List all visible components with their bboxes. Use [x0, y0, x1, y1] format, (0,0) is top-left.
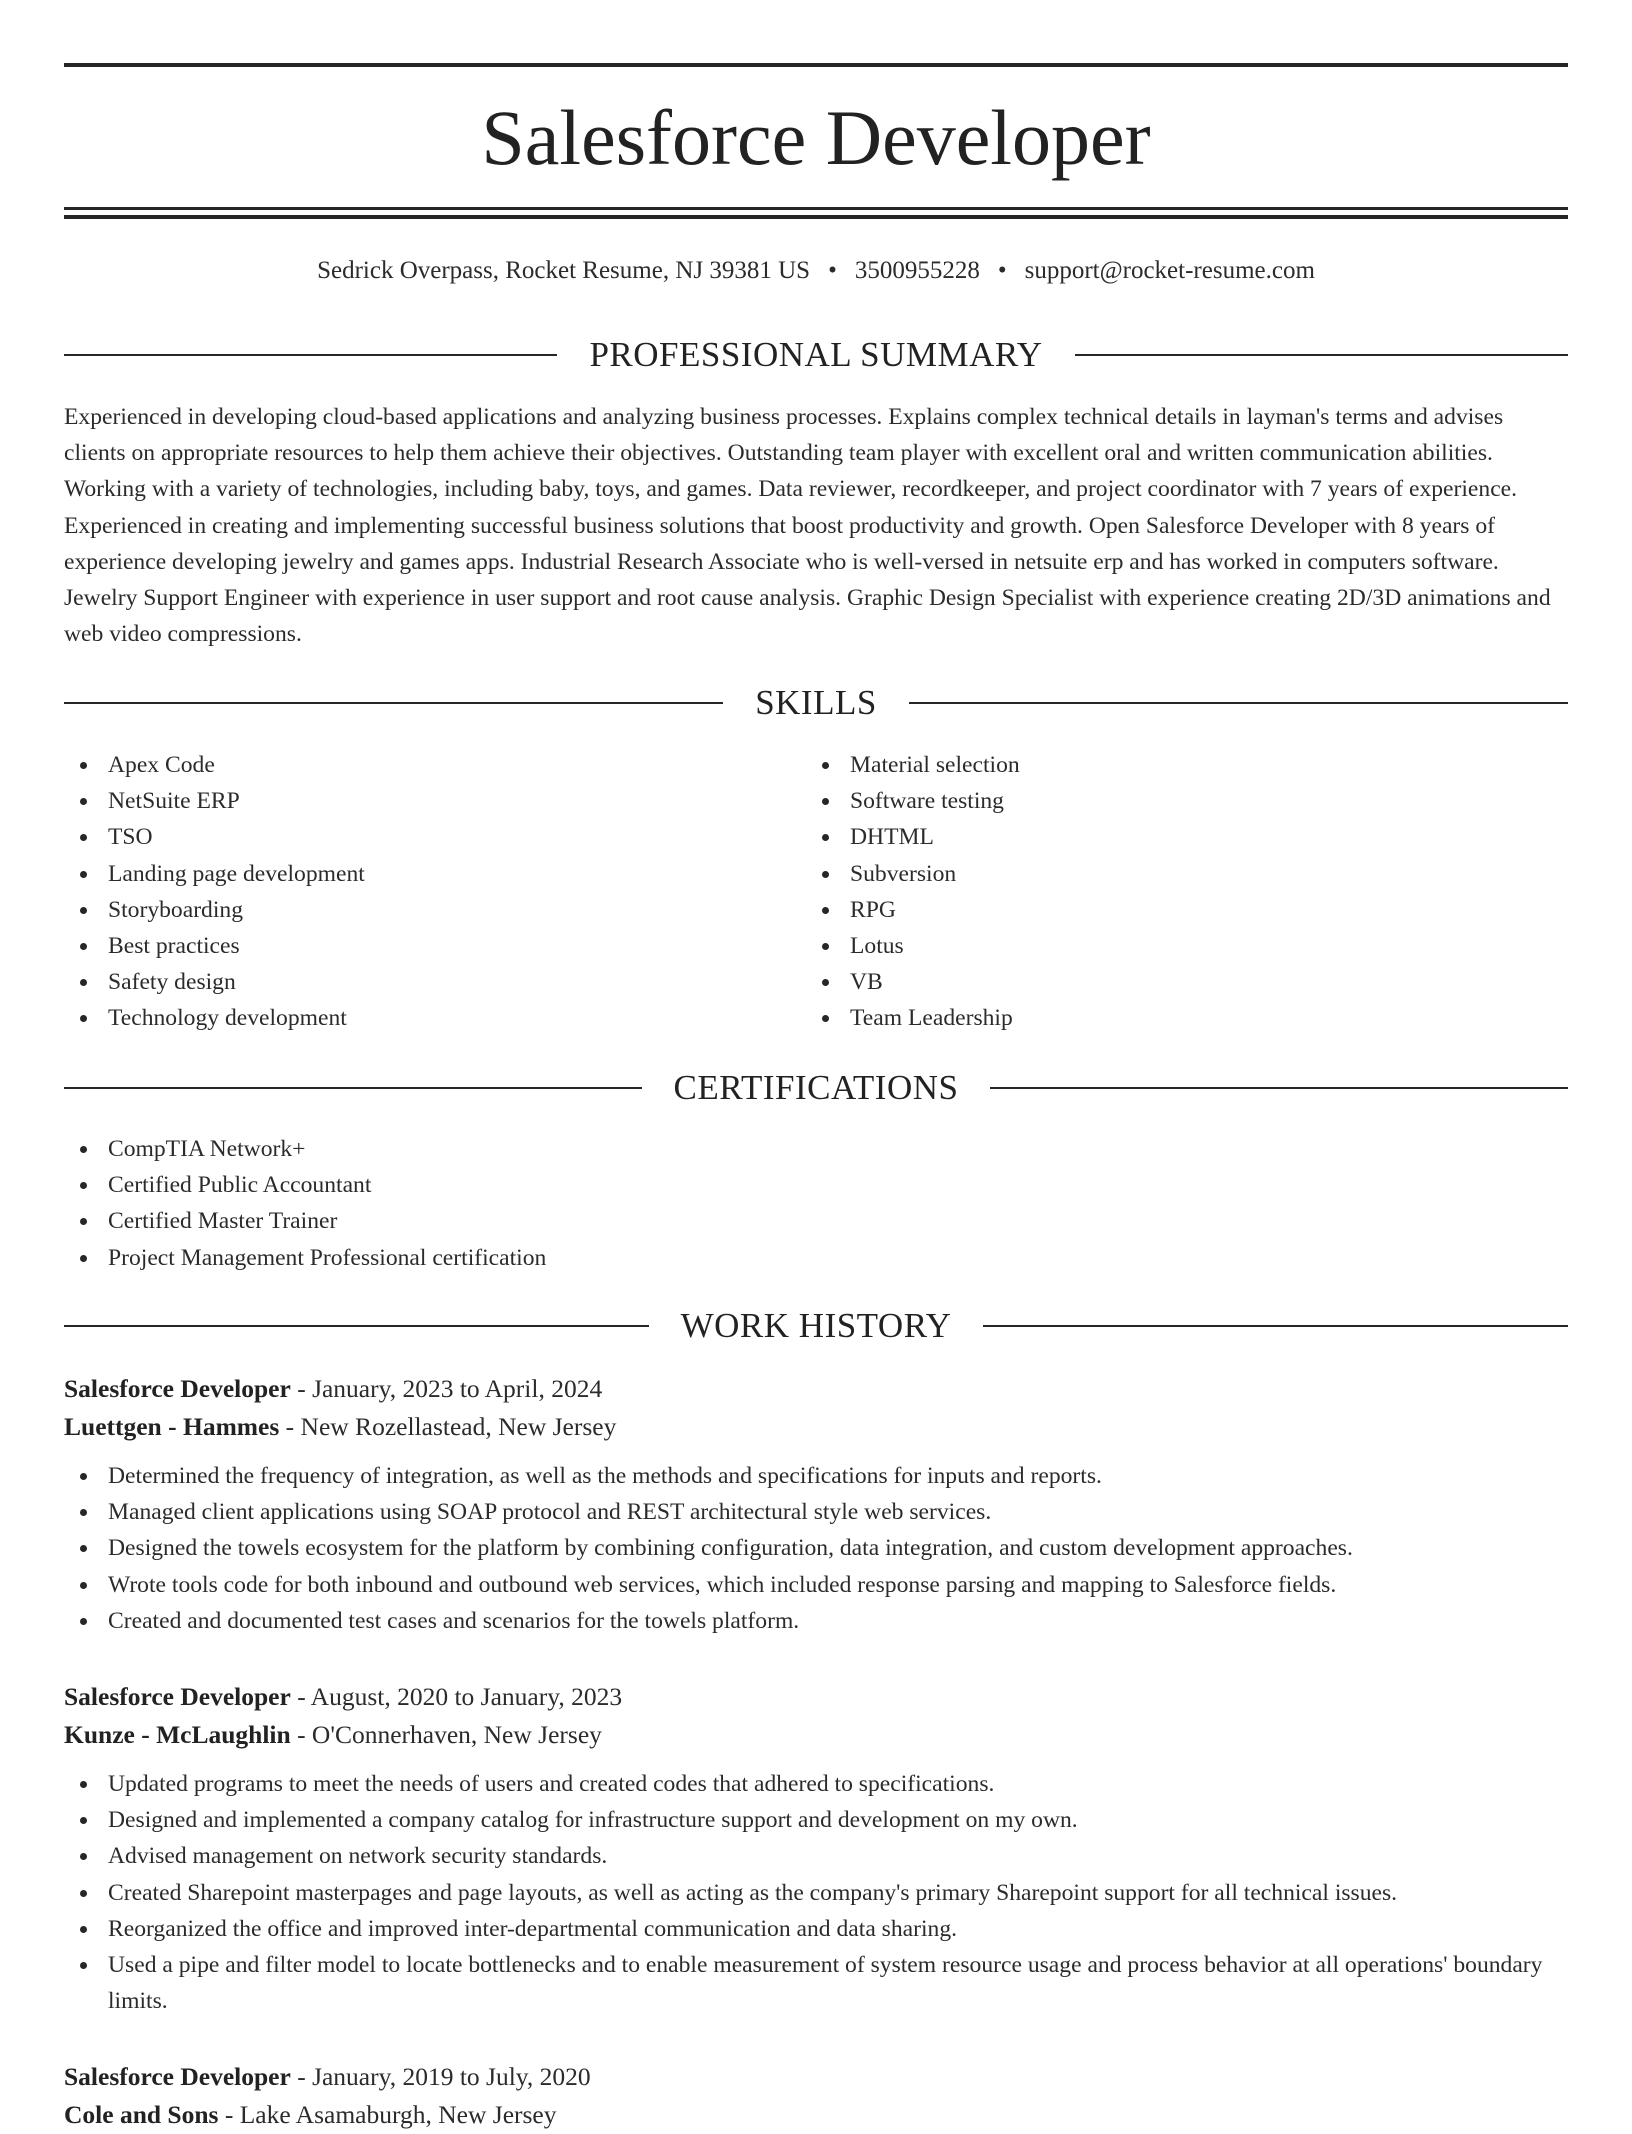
- section-title: SKILLS: [755, 683, 877, 722]
- job-role: Salesforce Developer: [64, 1374, 291, 1403]
- list-item: Updated programs to meet the needs of users and created codes that adhered to specifications.: [64, 1766, 1568, 1802]
- job-company-line: [64, 1716, 1568, 1754]
- job-title-line: [64, 1678, 1568, 1716]
- list-item: VB: [806, 964, 1546, 1000]
- certifications-block: [64, 1131, 1568, 1276]
- divider: [64, 1325, 649, 1327]
- list-item: Best practices: [64, 928, 804, 964]
- job-entry: [64, 1678, 1568, 2019]
- job-role: Salesforce Developer: [64, 1682, 291, 1711]
- list-item: Lotus: [806, 928, 1546, 964]
- list-item: Technology development: [64, 1000, 804, 1036]
- certifications-section-heading: [64, 1066, 1568, 1110]
- contact-separator: •: [828, 257, 837, 284]
- job-dates: - August, 2020 to January, 2023: [290, 1682, 623, 1711]
- section-title: PROFESSIONAL SUMMARY: [589, 335, 1043, 374]
- job-role: Salesforce Developer: [64, 2062, 291, 2091]
- header-top-rule: [64, 63, 1568, 67]
- job-company: Cole and Sons: [64, 2100, 219, 2129]
- job-title-line: [64, 1370, 1568, 1408]
- divider: [990, 1087, 1568, 1089]
- list-item: RPG: [806, 892, 1546, 928]
- job-duties-list: [64, 1458, 1568, 1639]
- divider: [64, 702, 723, 704]
- skills-list: [64, 747, 804, 1037]
- list-item: CompTIA Network+: [64, 1131, 1568, 1167]
- list-item: Determined the frequency of integration, as well as the methods and specifications for inputs and reports.: [64, 1458, 1568, 1494]
- list-item: Safety design: [64, 964, 804, 1000]
- list-item: Landing page development: [64, 856, 804, 892]
- list-item: Apex Code: [64, 747, 804, 783]
- list-item: Project Management Professional certification: [64, 1240, 1568, 1276]
- divider: [909, 702, 1568, 704]
- list-item: Storyboarding: [64, 892, 804, 928]
- job-dates: - January, 2023 to April, 2024: [290, 1374, 603, 1403]
- divider: [64, 354, 557, 356]
- work-section-heading: [64, 1304, 1568, 1348]
- certifications-list: [64, 1131, 1568, 1276]
- list-item: Used a pipe and filter model to locate bottlenecks and to enable measurement of system resource usage and process behavior at all operations' boundary limits.: [64, 1947, 1568, 2019]
- list-item: Certified Public Accountant: [64, 1167, 1568, 1203]
- list-item: Managed client applications using SOAP protocol and REST architectural style web services.: [64, 1494, 1568, 1530]
- divider: [64, 1087, 642, 1089]
- list-item: Advised management on network security standards.: [64, 1838, 1568, 1874]
- skills-column-right: [806, 747, 1546, 1037]
- job-company-line: [64, 2096, 1568, 2134]
- list-item: Created and documented test cases and scenarios for the towels platform.: [64, 1603, 1568, 1639]
- contact-email: support@rocket-resume.com: [1024, 257, 1315, 284]
- job-company: Luettgen - Hammes: [64, 1412, 280, 1441]
- page-title: Salesforce Developer: [481, 94, 1151, 181]
- list-item: Designed and implemented a company catalog for infrastructure support and development on my own.: [64, 1802, 1568, 1838]
- skills-column-left: [64, 747, 804, 1037]
- contact-address: Sedrick Overpass, Rocket Resume, NJ 39381 US: [317, 257, 811, 284]
- list-item: Designed the towels ecosystem for the platform by combining configuration, data integration, and custom development approaches.: [64, 1530, 1568, 1566]
- header-bottom-rule-thick: [64, 215, 1568, 219]
- list-item: Software testing: [806, 783, 1546, 819]
- list-item: Certified Master Trainer: [64, 1203, 1568, 1239]
- job-dates: - January, 2019 to July, 2020: [290, 2062, 591, 2091]
- job-entry: [64, 2058, 1568, 2134]
- job-location: - Lake Asamaburgh, New Jersey: [218, 2100, 557, 2129]
- job-location: - New Rozellastead, New Jersey: [279, 1412, 617, 1441]
- contact-line: [64, 253, 1568, 289]
- list-item: NetSuite ERP: [64, 783, 804, 819]
- section-title: WORK HISTORY: [680, 1306, 952, 1345]
- divider: [1075, 354, 1568, 356]
- summary-section-heading: [64, 333, 1568, 377]
- list-item: Subversion: [806, 856, 1546, 892]
- list-item: Material selection: [806, 747, 1546, 783]
- summary-text: Experienced in developing cloud-based applications and analyzing business processes. Explains complex technical details in layman's terms and advises clients on appropriate resources to help them achieve their objectives. Outstanding team player with excellent oral and written communication abilities. Working with a variety of technologies, including baby, toys, and games. Data reviewer, recordkeeper, and project coordinator with 7 years of experience. Experienced in creating and implementing successful business solutions that boost productivity and growth. Open Salesforce Developer with 8 years of experience developing jewelry and games apps. Industrial Research Associate who is well-versed in netsuite erp and has worked in computers software. Jewelry Support Engineer with experience in user support and root cause analysis. Graphic Design Specialist with experience creating 2D/3D animations and web video compressions.: [64, 404, 1551, 648]
- job-entry: [64, 1370, 1568, 1639]
- contact-phone: 3500955228: [854, 257, 980, 284]
- job-title-line: [64, 2058, 1568, 2096]
- divider: [983, 1325, 1568, 1327]
- list-item: Created Sharepoint masterpages and page layouts, as well as acting as the company's primary Sharepoint support for all technical issues.: [64, 1875, 1568, 1911]
- list-item: TSO: [64, 819, 804, 855]
- list-item: Team Leadership: [806, 1000, 1546, 1036]
- list-item: Reorganized the office and improved inter-departmental communication and data sharing.: [64, 1911, 1568, 1947]
- job-location: - O'Connerhaven, New Jersey: [290, 1720, 602, 1749]
- header-bottom-rule: [64, 207, 1568, 210]
- job-company-line: [64, 1408, 1568, 1446]
- list-item: Wrote tools code for both inbound and outbound web services, which included response parsing and mapping to Salesforce fields.: [64, 1567, 1568, 1603]
- job-company: Kunze - McLaughlin: [64, 1720, 291, 1749]
- contact-separator: •: [997, 257, 1007, 284]
- job-duties-list: [64, 1766, 1568, 2019]
- list-item: DHTML: [806, 819, 1546, 855]
- section-title: CERTIFICATIONS: [673, 1068, 959, 1107]
- skills-section-heading: [64, 681, 1568, 725]
- skills-list: [806, 747, 1546, 1037]
